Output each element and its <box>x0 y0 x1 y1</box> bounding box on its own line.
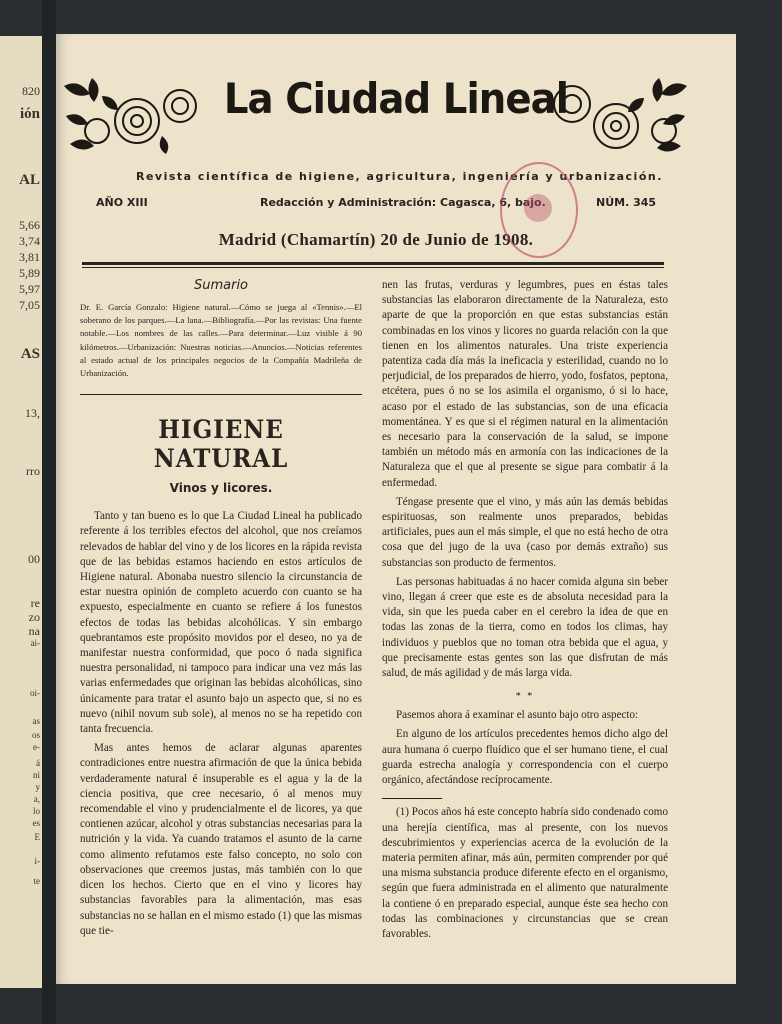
issue-year: AÑO XIII <box>96 196 148 209</box>
left-page-fragment: ni <box>32 770 40 780</box>
left-page-fragment: as <box>32 716 40 726</box>
book-spine <box>42 0 56 1024</box>
left-page-fragment: y <box>35 782 40 792</box>
left-page-fragment: a, <box>33 794 40 804</box>
left-page-fragment: 13, <box>25 406 40 420</box>
editorial-address: Redacción y Administración: Cagasca, 6, bajo. <box>260 196 546 209</box>
left-page-fragment: 00 <box>28 552 40 566</box>
article-paragraph: Mas antes hemos de aclarar algunas aparentes contradiciones entre nuestra afirmación de que la única bebida verdaderamente natural é insuperable es el agua y la de la ciencia positiva, que cree necesario, ó al menos muy recomendable el vino y prudencialmente el de licores, ya que contienen azúcar, alcohol y otras substancias necesarias para la nutrición y la vida. Ya cuando tratamos el asunto de la carne como alimento refutamos este falso concepto, no solo con observaciones que creemos justas, más también con lo que dicen los hechos. Cierto que en el vino y licores hay substancias favorables para la alimentación, mas esas substancias no se hallan en el mismo estado (1) que las mismas que tie- <box>80 742 362 937</box>
left-page-fragment: e- <box>33 742 40 752</box>
newspaper-page <box>56 34 736 984</box>
dateline: Madrid (Chamartín) 20 de Junio de 1908. <box>218 230 534 249</box>
left-page-edge <box>0 36 43 988</box>
article-paragraph: Las personas habituadas á no hacer comida alguna sin beber vino, llegan á creer que este es de absoluta necesidad para la vida, sin que les pueda caber en el cerebro la idea de que en todas las zonas de la tierra, como en todos los climas, hay individuos y pueblos que no toman otra bebida que el agua, y que precisamente estas gentes son las que disfrutan de más salud, de más agilidad y de más larga vida. <box>382 575 668 680</box>
section-divider <box>80 394 362 395</box>
left-page-fragment: 5,97 <box>19 282 40 296</box>
left-page-fragment: re <box>30 596 40 610</box>
section-stars: * * <box>515 691 535 703</box>
left-page-fragment: AS <box>20 346 40 362</box>
left-page-fragment: E <box>34 832 40 842</box>
article-title: HIGIENE NATURAL <box>153 415 289 474</box>
footnote-rule <box>382 798 442 799</box>
left-page-fragment: i- <box>34 856 40 866</box>
article-paragraph: nen las frutas, verduras y legumbres, pues en éstas tales substancias las elaboraron directamente de la Naturaleza, esto aparte de que la proporción en que estas substancias están combinadas en los vinos y licores no guarda relación con la que tienen en los alimentos naturales. Una triste experiencia patentiza cada día más la ineficacia y esterilidad, cuando no lo perjudicial, de los preparados de hierro, yodo, fosfatos, peptona, etcétera, pues ó no se los asimila el organismo, ó si lo hace, acaso por el estado de las substancias, son de una eficacia momentánea. Y es que si el régimen natural en la alimentación es necesario para la conservación de la salud, se impone también un método más en armonía con las indicaciones de la Naturaleza que el que al presente se sigue para combatir á la enfermedad. <box>382 279 668 489</box>
left-page-fragment: ai- <box>30 638 40 648</box>
left-page-fragment: lo <box>32 806 40 816</box>
issue-number: NÚM. 345 <box>596 196 657 209</box>
article-subtitle: Vinos y licores. <box>169 481 273 496</box>
article-paragraph: En alguno de los artículos precedentes hemos dicho algo del aura humana ó cuerpo fluídico que el ser humano tiene, el cual guarda estrecha analogía y correspondencia con el cuerpo orgánico, afectándose recíprocamente. <box>382 728 668 787</box>
article-paragraph: Téngase presente que el vino, y más aún las demás bebidas espirituosas, son realmente unos preparados, bebidas artificiales, pues aun el más simple, el que no está hecho de otra cosa que del jugo de la uva (caso por demás extraño) sus substancias son producto de fermentos. <box>382 495 668 569</box>
header-rule <box>82 262 664 265</box>
masthead-subtitle: Revista científica de higiene, agricultura, ingeniería y urbanización. <box>136 170 663 183</box>
right-column <box>382 278 668 946</box>
left-page-fragment: 7,05 <box>19 298 40 312</box>
left-page-fragment: oi- <box>30 688 40 698</box>
sumario-heading: Sumario <box>193 278 249 293</box>
left-page-fragment: 3,81 <box>19 250 40 264</box>
sumario-text: Dr. E. García Gonzalo: Higiene natural.—Cómo se juega al «Tennis».—El soberano de los parques.—La lana.—Bibliografía.—Por las revistas: Una fuente notable.—Los nombres de las calles.—Para determinar.—Luz visible á 90 kilómetros.—Urbanización: Nuestras noticias.—Anuncios.—Noticias referentes al estado actual de los principales negocios de la Compañía Madrileña de Urbanización. <box>80 302 362 379</box>
library-stamp-icon <box>500 162 578 258</box>
left-page-fragment: 3,74 <box>19 234 40 248</box>
left-page-fragment: os <box>31 730 40 740</box>
masthead-title: La Ciudad Lineal <box>223 74 569 123</box>
article-paragraph: Pasemos ahora á examinar el asunto bajo otro aspecto: <box>396 709 639 722</box>
left-page-fragment: 820 <box>22 84 40 98</box>
left-column <box>80 278 362 943</box>
left-page-fragment: es <box>32 818 40 828</box>
left-page-fragment: na <box>28 624 40 638</box>
left-page-fragment: 5,66 <box>19 218 40 232</box>
article-paragraph: Tanto y tan bueno es lo que La Ciudad Lineal ha publicado referente á los terribles efectos del alcohol, que nos creíamos relevados de hablar del vino y de los licores en la rápida revista que de las bebidas estamos haciendo en estos artículos de Higiene natural. Abonaba nuestro silencio la circunstancia de estar nuestra opinión de completo acuerdo con cuanto se ha expuesto, especialmente en cuanto se refiere á los funestos efectos de todas las bebidas alcohólicas. Y sin embargo quebrantamos este propósito movidos por el deseo, no ya de manifestar nuestra conformidad, que poco ó nada significa nuestra personalidad, ni tampoco para indicar una vez más las varias enfermedades que originan las bebidas alcohólicas, sino únicamente para tratar el asunto bajo un aspecto que, si no es nuevo (nihil novum sub sole), al menos no se ha repetido con tanta frecuencia. <box>80 510 362 736</box>
left-page-fragment: 5,89 <box>19 266 40 280</box>
left-page-fragment: zo <box>28 610 40 624</box>
header-rule-thin <box>82 267 664 268</box>
footnote: (1) Pocos años há este concepto habría sido condenado como una herejía científica, mas al presente, con los nuevos descubrimientos y experiencias acerca de la evolución de la materia permiten afinar, más aún, permiten comprender por qué una misma substancia produce diferente efecto en el organismo, según que fuera administrada en el alimento que naturalmente la contiene ó en preparado especial, aunque éste sea hecho con todas las combinaciones y circunstancias que se crean favorables. <box>382 806 668 940</box>
left-page-fragment: rro <box>26 464 40 478</box>
left-page-fragment: ión <box>19 106 40 122</box>
left-page-fragment: AL <box>19 172 40 188</box>
left-page-fragment: á <box>36 758 40 768</box>
left-page-fragment: te <box>33 876 40 886</box>
